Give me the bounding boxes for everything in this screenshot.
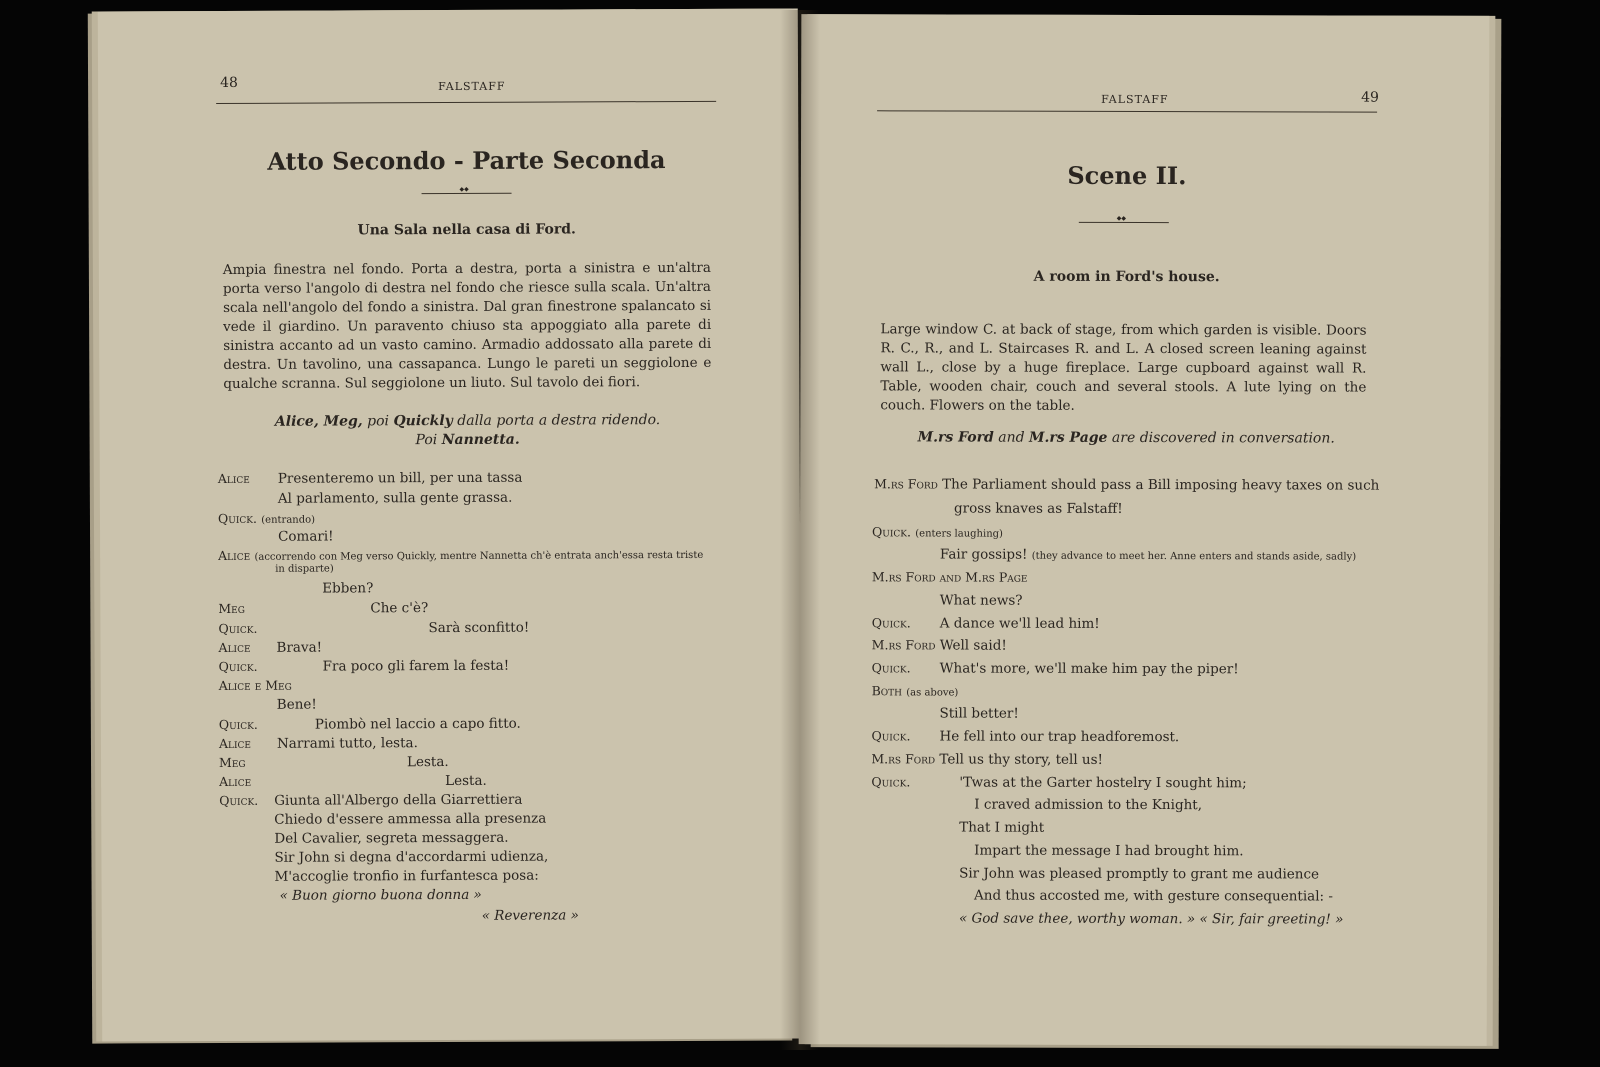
dialogue-text: Lesta. bbox=[445, 772, 487, 790]
dialogue-text: « Buon giorno buona donna » bbox=[279, 886, 482, 904]
speaker: Quick. bbox=[217, 510, 257, 527]
ornament-divider bbox=[422, 193, 512, 194]
dialogue-text: Brava! bbox=[276, 639, 323, 656]
cast-name-ford: M.rs Ford bbox=[917, 429, 994, 446]
cast-names: Alice, Meg, bbox=[274, 413, 363, 430]
dialogue-line bbox=[219, 774, 251, 790]
dialogue-text: « Reverenza » bbox=[481, 907, 579, 924]
dialogue-text: Sir John was pleased promptly to grant me audience bbox=[959, 865, 1320, 883]
scene-title: Scene II. bbox=[1067, 160, 1187, 191]
dialogue-text: Che c'è? bbox=[370, 600, 429, 617]
dialogue-text: He fell into our trap headforemost. bbox=[939, 728, 1180, 746]
stage-description: Large window C. at back of stage, from which garden is visible. Doors R. C., R., and L. Staircases R. and L. A closed screen leaning against wall L., close by a huge fireplace. Large cupboard against wall R. Table, wooden chair, couch and several stools. A lute lying on the couch. Flowers on the table. bbox=[880, 321, 1367, 414]
dialogue-text: That I might bbox=[959, 819, 1045, 836]
dialogue-line bbox=[218, 621, 257, 637]
dialogue-line bbox=[874, 476, 1379, 493]
dialogue-line bbox=[872, 637, 1007, 653]
speaker: M.rs Ford bbox=[871, 751, 936, 767]
cast-name-quickly: Quickly bbox=[393, 412, 453, 430]
speaker: Alice e Meg bbox=[218, 677, 292, 694]
speaker: Both bbox=[871, 683, 903, 699]
dialogue-text: Sarà sconfitto! bbox=[428, 619, 530, 637]
scene-subtitle: A room in Ford's house. bbox=[1033, 268, 1220, 286]
page-number: 49 bbox=[1361, 89, 1379, 106]
dialogue-text: Bene! bbox=[276, 696, 317, 713]
cast-name-nannetta: Nannetta. bbox=[441, 431, 520, 449]
speaker: Quick. bbox=[871, 524, 911, 540]
ornament-divider bbox=[1079, 222, 1169, 223]
dialogue-line bbox=[872, 569, 1028, 585]
speaker: Quick. bbox=[218, 716, 258, 733]
dialogue-text: Still better! bbox=[939, 705, 1019, 722]
dialogue-line bbox=[872, 524, 1003, 540]
speaker: Quick. bbox=[218, 620, 258, 637]
dialogue-line bbox=[871, 728, 910, 744]
cast-action: dalla porta a destra ridendo. bbox=[457, 412, 661, 429]
dialogue-line bbox=[871, 774, 910, 790]
speaker: Alice bbox=[217, 470, 250, 487]
dialogue-text: The Parliament should pass a Bill imposing heavy taxes on such bbox=[942, 476, 1380, 494]
speaker: Quick. bbox=[871, 615, 911, 631]
dialogue-text: Lesta. bbox=[406, 754, 449, 771]
dialogue-text: Fair gossips! bbox=[939, 546, 1028, 563]
stage-description: Ampia finestra nel fondo. Porta a destra, porta a sinistra e un'altra porta verso l'angolo di destra nel fondo che riesce sulla scala. Un'altra scala nell'angolo del fondo a sinistra. Dal gran finestrone spalancato si vede il giardino. Un paravento chiuso sta appoggiato alla parete di sinistra accanto ad un vasto camino. Armadio addossato alla parete di destra. Un tavolino, una cassapanca. Lungo le pareti un seggiolone e qualche scranna. Sul seggiolone un liuto. Sul tavolo dei fiori. bbox=[222, 259, 712, 392]
cast-connector-2: Poi bbox=[415, 432, 438, 449]
dialogue-text: Impart the message I had brought him. bbox=[974, 842, 1244, 860]
dialogue-text: Sir John si degna d'accordarmi udienza, bbox=[274, 848, 549, 866]
running-head: FALSTAFF bbox=[438, 79, 506, 94]
header-rule bbox=[877, 110, 1377, 112]
scene-subtitle: Una Sala nella casa di Ford. bbox=[357, 221, 576, 239]
dialogue-line bbox=[218, 471, 250, 487]
speaker: Alice bbox=[219, 773, 252, 790]
dialogue-text: M'accoglie tronfio in furfantesca posa: bbox=[274, 867, 539, 885]
stage-direction: (entrando) bbox=[261, 514, 316, 526]
speaker: Meg bbox=[218, 600, 245, 617]
dialogue-line bbox=[218, 546, 703, 564]
open-book bbox=[100, 10, 1490, 1050]
dialogue-text: Ebben? bbox=[322, 580, 374, 597]
cast-line bbox=[876, 428, 1376, 448]
dialogue-line bbox=[219, 717, 258, 733]
speaker: Quick. bbox=[871, 660, 911, 676]
speaker: Quick. bbox=[219, 792, 259, 809]
speaker: Alice bbox=[218, 735, 251, 752]
dialogue-text: I craved admission to the Knight, bbox=[974, 796, 1203, 814]
page-number: 48 bbox=[220, 74, 238, 91]
cast-line bbox=[218, 411, 718, 451]
dialogue-text: Well said! bbox=[939, 637, 1007, 654]
dialogue-line bbox=[872, 683, 959, 699]
dialogue-text: Tell us thy story, tell us! bbox=[939, 751, 1104, 768]
dialogue-text: Del Cavalier, segreta messaggera. bbox=[274, 829, 509, 847]
dialogue-line bbox=[219, 736, 251, 752]
running-head: FALSTAFF bbox=[1101, 92, 1169, 107]
dialogue-text: And thus accosted me, with gesture consequential: - bbox=[974, 887, 1333, 905]
stage-direction: (as above) bbox=[906, 687, 959, 699]
speaker: Quick. bbox=[871, 728, 911, 744]
speaker: Quick. bbox=[871, 774, 911, 790]
dialogue-line bbox=[871, 751, 1103, 768]
cast-name-page: M.rs Page bbox=[1029, 429, 1108, 446]
cast-action: are discovered in conversation. bbox=[1111, 429, 1335, 447]
dialogue-text: What's more, we'll make him pay the piper! bbox=[939, 660, 1239, 678]
dialogue-line bbox=[940, 546, 1356, 563]
dialogue-line bbox=[872, 615, 911, 631]
dialogue-text: Presenteremo un bill, per una tassa bbox=[277, 469, 523, 487]
dialogue-text: Piombò nel laccio a capo fitto. bbox=[314, 715, 521, 733]
dialogue-text: Al parlamento, sulla gente grassa. bbox=[277, 489, 513, 507]
dialogue-text: What news? bbox=[939, 592, 1023, 609]
dialogue-line bbox=[218, 601, 245, 617]
book-gutter bbox=[780, 10, 820, 1050]
dialogue-text: Fra poco gli farem la festa! bbox=[322, 657, 510, 675]
stage-direction: in disparte) bbox=[275, 563, 334, 575]
speaker: Meg bbox=[219, 754, 246, 771]
dialogue-line bbox=[218, 511, 315, 527]
act-title: Atto Secondo - Parte Seconda bbox=[267, 145, 666, 176]
speaker: M.rs Ford bbox=[871, 637, 936, 653]
speaker: M.rs Ford and M.rs Page bbox=[871, 569, 1028, 585]
dialogue-text: Giunta all'Albergo della Giarrettiera bbox=[274, 791, 523, 809]
dialogue-text: gross knaves as Falstaff! bbox=[954, 500, 1123, 517]
dialogue-line bbox=[218, 640, 250, 656]
dialogue-line bbox=[219, 793, 258, 809]
dialogue-line bbox=[219, 678, 292, 694]
speaker: Alice bbox=[218, 547, 251, 564]
right-page bbox=[799, 14, 1490, 1046]
stage-direction: (accorrendo con Meg verso Quickly, mentre Nannetta ch'è entrata anch'essa resta triste bbox=[254, 549, 704, 563]
speaker: Quick. bbox=[218, 658, 258, 675]
cast-connector: and bbox=[998, 429, 1025, 446]
cast-connector: poi bbox=[367, 413, 390, 430]
dialogue-line bbox=[219, 659, 258, 675]
stage-direction: (enters laughing) bbox=[915, 528, 1003, 540]
left-page bbox=[98, 8, 802, 1041]
dialogue-text: A dance we'll lead him! bbox=[939, 615, 1100, 632]
speaker: M.rs Ford bbox=[874, 476, 938, 492]
dialogue-text: Narrami tutto, lesta. bbox=[276, 735, 418, 752]
stage-direction: (they advance to meet her. Anne enters and stands aside, sadly) bbox=[1031, 550, 1357, 563]
dialogue-text: « God save thee, worthy woman. » « Sir, fair greeting! » bbox=[958, 910, 1344, 928]
dialogue-text: 'Twas at the Garter hostelry I sought him; bbox=[959, 774, 1247, 792]
dialogue-text: Comari! bbox=[278, 528, 334, 545]
speaker: Alice bbox=[218, 639, 251, 656]
dialogue-text: Chiedo d'essere ammessa alla presenza bbox=[274, 810, 547, 828]
dialogue-line bbox=[872, 660, 911, 676]
header-rule bbox=[216, 101, 716, 104]
dialogue-line bbox=[219, 755, 246, 771]
